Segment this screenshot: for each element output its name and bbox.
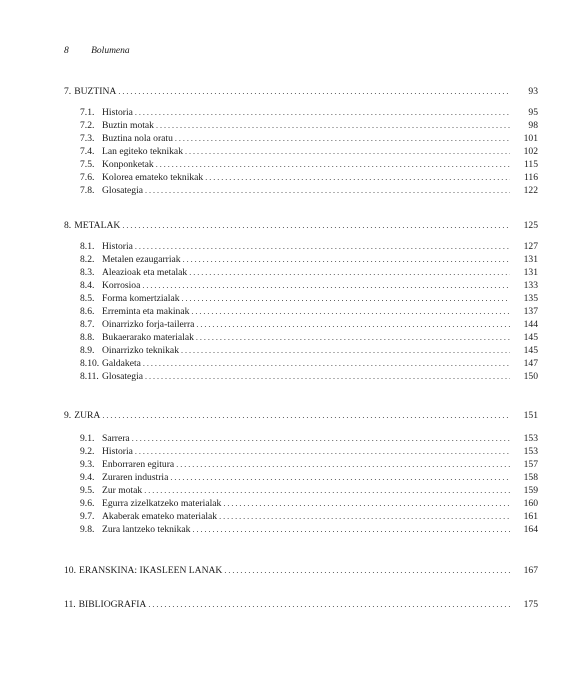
toc-entry-page: 150 xyxy=(523,371,538,382)
dot-leader xyxy=(156,119,510,132)
toc-entry-page: 144 xyxy=(523,319,538,330)
dot-leader xyxy=(192,523,510,536)
toc-chapter-entry xyxy=(64,564,538,577)
toc-section-line xyxy=(0,357,570,370)
toc-section-line xyxy=(0,171,570,184)
toc-entry-title: BUZTINA xyxy=(74,86,117,97)
toc-entry-page: 137 xyxy=(523,306,538,317)
toc-chapter-line xyxy=(0,564,570,577)
toc-section-line xyxy=(0,119,570,132)
toc-entry-page: 167 xyxy=(523,565,538,576)
toc-entry-title: Konponketak xyxy=(102,159,154,170)
dot-leader xyxy=(102,409,510,422)
toc-section-entry xyxy=(80,253,538,266)
toc-entry-title: Glosategia xyxy=(102,185,144,196)
toc-entry-title: BIBLIOGRAFIA xyxy=(78,599,147,610)
dot-leader xyxy=(118,85,510,98)
toc-entry-number: 8.11. xyxy=(80,371,99,382)
toc-entry-number: 9.3. xyxy=(80,459,95,470)
toc-entry-title: Aleazioak eta metalak xyxy=(102,267,188,278)
toc-section-line xyxy=(0,253,570,266)
toc-entry-title: ERANSKINA: IKASLEEN LANAK xyxy=(79,565,223,576)
toc-entry-title: Glosategia xyxy=(102,371,144,382)
dot-leader xyxy=(135,240,510,253)
toc-entry-number: 7.4. xyxy=(80,146,95,157)
toc-entry-title: Egurra zizelkatzeko materialak xyxy=(102,498,222,509)
toc-entry-title: Korrosioa xyxy=(102,280,141,291)
toc-entry-number: 9.4. xyxy=(80,472,95,483)
toc-section-entry xyxy=(80,318,538,331)
toc-entry-number: 8.7. xyxy=(80,319,95,330)
toc-chapter-line xyxy=(0,219,570,232)
running-header xyxy=(64,46,130,56)
toc-section-entry xyxy=(80,279,538,292)
toc-entry-page: 157 xyxy=(523,459,538,470)
toc-section-line xyxy=(0,240,570,253)
dot-leader xyxy=(205,171,510,184)
toc-entry-page: 159 xyxy=(523,485,538,496)
toc-entry-number: 9.8. xyxy=(80,524,95,535)
dot-leader xyxy=(181,344,510,357)
toc-entry-page: 127 xyxy=(523,241,538,252)
toc-entry-number: 9.6. xyxy=(80,498,95,509)
toc-section-entry xyxy=(80,370,538,383)
toc-section-entry xyxy=(80,471,538,484)
toc-entry-title: Kolorea emateko teknikak xyxy=(102,172,204,183)
toc-entry-page: 147 xyxy=(523,358,538,369)
toc-entry-title: Zura lantzeko teknikak xyxy=(102,524,191,535)
toc-section-entry xyxy=(80,432,538,445)
toc-entry-title: ZURA xyxy=(74,410,101,421)
toc-entry-number: 7.3. xyxy=(80,133,95,144)
toc-entry-page: 115 xyxy=(523,159,538,170)
dot-leader xyxy=(148,598,510,611)
toc-section-line xyxy=(0,471,570,484)
toc-section-line xyxy=(0,497,570,510)
dot-leader xyxy=(176,458,510,471)
toc-entry-number: 8.6. xyxy=(80,306,95,317)
toc-section-line xyxy=(0,370,570,383)
toc-section-line xyxy=(0,305,570,318)
dot-leader xyxy=(135,445,510,458)
toc-section-entry xyxy=(80,497,538,510)
toc-entry-number: 7.6. xyxy=(80,172,95,183)
toc-section-entry xyxy=(80,158,538,171)
toc-entry-number: 11. xyxy=(64,599,76,610)
toc-entry-title: Sarrera xyxy=(102,433,130,444)
toc-entry-number: 8.9. xyxy=(80,345,95,356)
toc-entry-page: 116 xyxy=(523,172,538,183)
toc-entry-page: 131 xyxy=(523,254,538,265)
toc-entry-title: Enborraren egitura xyxy=(102,459,175,470)
dot-leader xyxy=(182,292,510,305)
dot-leader xyxy=(223,497,510,510)
toc-section-line xyxy=(0,158,570,171)
toc-entry-title: METALAK xyxy=(74,220,121,231)
toc-chapter-entry xyxy=(64,219,538,232)
dot-leader xyxy=(122,219,510,232)
toc-entry-number: 9.5. xyxy=(80,485,95,496)
dot-leader xyxy=(191,305,510,318)
toc-section-entry xyxy=(80,266,538,279)
toc-entry-title: Metalen ezaugarriak xyxy=(102,254,181,265)
toc-entry-number: 8.1. xyxy=(80,241,95,252)
toc-entry-title: Historia xyxy=(102,241,133,252)
toc-entry-page: 153 xyxy=(523,446,538,457)
dot-leader xyxy=(196,331,510,344)
toc-entry-number: 8.4. xyxy=(80,280,95,291)
toc-entry-page: 93 xyxy=(528,86,538,97)
toc-section-line xyxy=(0,318,570,331)
toc-entry-page: 133 xyxy=(523,280,538,291)
toc-section-entry xyxy=(80,292,538,305)
toc-entry-number: 8. xyxy=(64,220,72,231)
toc-section-entry xyxy=(80,305,538,318)
toc-entry-page: 95 xyxy=(528,107,538,118)
toc-entry-title: Buztina nola oratu xyxy=(102,133,173,144)
toc-section-line xyxy=(0,266,570,279)
toc-entry-title: Historia xyxy=(102,107,133,118)
dot-leader xyxy=(145,370,510,383)
toc-section-entry xyxy=(80,484,538,497)
dot-leader xyxy=(170,471,510,484)
toc-entry-title: Bukaerarako materialak xyxy=(102,332,194,343)
toc-entry-title: Akaberak emateko materialak xyxy=(102,511,218,522)
toc-entry-title: Historia xyxy=(102,446,133,457)
dot-leader xyxy=(175,132,510,145)
dot-leader xyxy=(145,184,510,197)
dot-leader xyxy=(219,510,510,523)
toc-section-line xyxy=(0,292,570,305)
toc-entry-title: Oinarrizko forja-tailerra xyxy=(102,319,195,330)
dot-leader xyxy=(156,158,510,171)
toc-entry-number: 9.1. xyxy=(80,433,95,444)
toc-section-line xyxy=(0,432,570,445)
toc-entry-page: 125 xyxy=(523,220,538,231)
toc-entry-number: 9.2. xyxy=(80,446,95,457)
toc-section-line xyxy=(0,510,570,523)
toc-entry-page: 98 xyxy=(528,120,538,131)
toc-chapter-entry xyxy=(64,85,538,98)
dot-leader xyxy=(224,564,510,577)
toc-entry-number: 8.10. xyxy=(80,358,100,369)
toc-entry-page: 164 xyxy=(523,524,538,535)
toc-section-entry xyxy=(80,106,538,119)
toc-entry-title: Zuraren industria xyxy=(102,472,169,483)
toc-entry-number: 7. xyxy=(64,86,72,97)
dot-leader xyxy=(143,357,510,370)
toc-entry-title: Erreminta eta makinak xyxy=(102,306,190,317)
dot-leader xyxy=(189,266,510,279)
toc-section-entry xyxy=(80,184,538,197)
toc-section-entry xyxy=(80,458,538,471)
toc-section-entry xyxy=(80,171,538,184)
page-number: 8 xyxy=(64,46,69,56)
toc-chapter-line xyxy=(0,85,570,98)
dot-leader xyxy=(132,432,510,445)
toc-section-line xyxy=(0,484,570,497)
toc-entry-page: 135 xyxy=(523,293,538,304)
toc-chapter-entry xyxy=(64,598,538,611)
toc-entry-page: 122 xyxy=(523,185,538,196)
toc-section-line xyxy=(0,445,570,458)
toc-entry-page: 101 xyxy=(523,133,538,144)
toc-entry-title: Lan egiteko teknikak xyxy=(102,146,183,157)
toc-entry-page: 175 xyxy=(523,599,538,610)
toc-section-entry xyxy=(80,357,538,370)
toc-section-line xyxy=(0,458,570,471)
toc-section-entry xyxy=(80,523,538,536)
toc-entry-number: 7.2. xyxy=(80,120,95,131)
toc-section-line xyxy=(0,106,570,119)
toc-entry-number: 8.3. xyxy=(80,267,95,278)
toc-chapter-entry xyxy=(64,409,538,422)
toc-section-entry xyxy=(80,344,538,357)
toc-entry-page: 145 xyxy=(523,332,538,343)
toc-entry-number: 9. xyxy=(64,410,72,421)
toc-entry-title: Forma komertzialak xyxy=(102,293,180,304)
dot-leader xyxy=(185,145,510,158)
toc-section-entry xyxy=(80,132,538,145)
toc-entry-page: 151 xyxy=(523,410,538,421)
dot-leader xyxy=(142,279,510,292)
toc-section-line xyxy=(0,184,570,197)
toc-entry-page: 131 xyxy=(523,267,538,278)
dot-leader xyxy=(183,253,510,266)
toc-entry-page: 102 xyxy=(523,146,538,157)
toc-entry-title: Zur motak xyxy=(102,485,143,496)
toc-chapter-line xyxy=(0,598,570,611)
toc-entry-number: 8.8. xyxy=(80,332,95,343)
toc-section-entry xyxy=(80,240,538,253)
toc-chapter-line xyxy=(0,409,570,422)
toc-entry-page: 153 xyxy=(523,433,538,444)
toc-entry-number: 10. xyxy=(64,565,76,576)
toc-entry-number: 9.7. xyxy=(80,511,95,522)
toc-entry-page: 161 xyxy=(523,511,538,522)
toc-section-line xyxy=(0,132,570,145)
toc-entry-number: 7.1. xyxy=(80,107,95,118)
toc-section-entry xyxy=(80,331,538,344)
toc-entry-title: Oinarrizko teknikak xyxy=(102,345,179,356)
toc-section-line xyxy=(0,279,570,292)
toc-entry-title: Buztin motak xyxy=(102,120,154,131)
toc-entry-page: 145 xyxy=(523,345,538,356)
dot-leader xyxy=(135,106,510,119)
toc-entry-page: 160 xyxy=(523,498,538,509)
running-title: Bolumena xyxy=(91,46,130,56)
dot-leader xyxy=(144,484,510,497)
toc-entry-page: 158 xyxy=(523,472,538,483)
toc-entry-number: 8.2. xyxy=(80,254,95,265)
toc-section-line xyxy=(0,344,570,357)
toc-section-entry xyxy=(80,510,538,523)
dot-leader xyxy=(196,318,510,331)
toc-entry-number: 7.8. xyxy=(80,185,95,196)
toc-section-entry xyxy=(80,119,538,132)
toc-section-entry xyxy=(80,145,538,158)
toc-section-entry xyxy=(80,445,538,458)
toc-entry-number: 7.5. xyxy=(80,159,95,170)
toc-entry-title: Galdaketa xyxy=(102,358,141,369)
toc-section-line xyxy=(0,523,570,536)
toc-section-line xyxy=(0,145,570,158)
toc-section-line xyxy=(0,331,570,344)
toc-entry-number: 8.5. xyxy=(80,293,95,304)
